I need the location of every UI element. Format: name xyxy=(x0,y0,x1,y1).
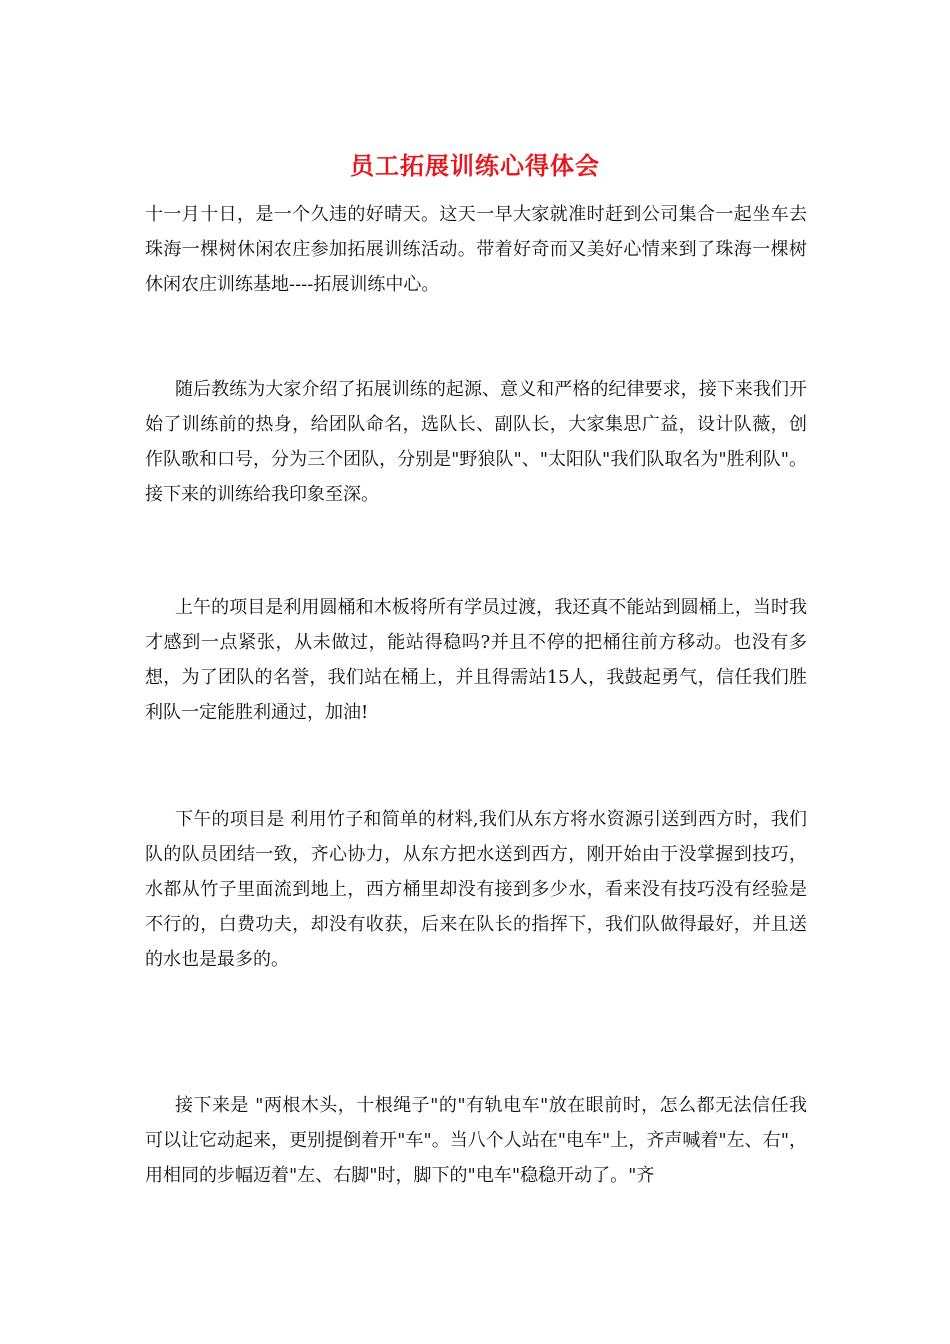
paragraph-morning-activity: 上午的项目是利用圆桶和木板将所有学员过渡，我还真不能站到圆桶上，当时我才感到一点紧张，从未做过，能站得稳吗?并且不停的把桶往前方移动。也没有多想，为了团队的名誉，我们站在桶上，并且得需站15人，我鼓起勇气，信任我们胜利队一定能胜利通过，加油! xyxy=(145,597,807,723)
paragraph-intro: 十一月十日，是一个久违的好晴天。这天一早大家就准时赶到公司集合一起坐车去珠海一棵树休闲农庄参加拓展训练活动。带着好奇而又美好心情来到了珠海一棵树休闲农庄训练基地----拓展训练中心。 xyxy=(145,204,807,295)
paragraph-team-formation: 随后教练为大家介绍了拓展训练的起源、意义和严格的纪律要求，接下来我们开始了训练前的热身，给团队命名，选队长、副队长，大家集思广益，设计队薇，创作队歌和口号，分为三个团队，分别是"野狼队"、"太阳队"我们队取名为"胜利队"。接下来的训练给我印象至深。 xyxy=(145,379,807,505)
paragraph-afternoon-activity: 下午的项目是 利用竹子和简单的材料,我们从东方将水资源引送到西方时，我们队的队员团结一致，齐心协力，从东方把水送到西方，刚开始由于没掌握到技巧，水都从竹子里面流到地上，西方桶里却没有接到多少水，看来没有技巧没有经验是不行的，白费功夫，却没有收获，后来在队长的指挥下，我们队做得最好，并且送的水也是最多的。 xyxy=(145,809,807,970)
paragraph-tram-activity: 接下来是 "两根木头，十根绳子"的"有轨电车"放在眼前时，怎么都无法信任我可以让它动起来，更别提倒着开"车"。当八个人站在"电车"上，齐声喊着"左、右"，用相同的步幅迈着"左、右脚"时，脚下的"电车"稳稳开动了。"齐 xyxy=(145,1095,807,1186)
document-title: 员工拓展训练心得体会 xyxy=(350,151,600,180)
